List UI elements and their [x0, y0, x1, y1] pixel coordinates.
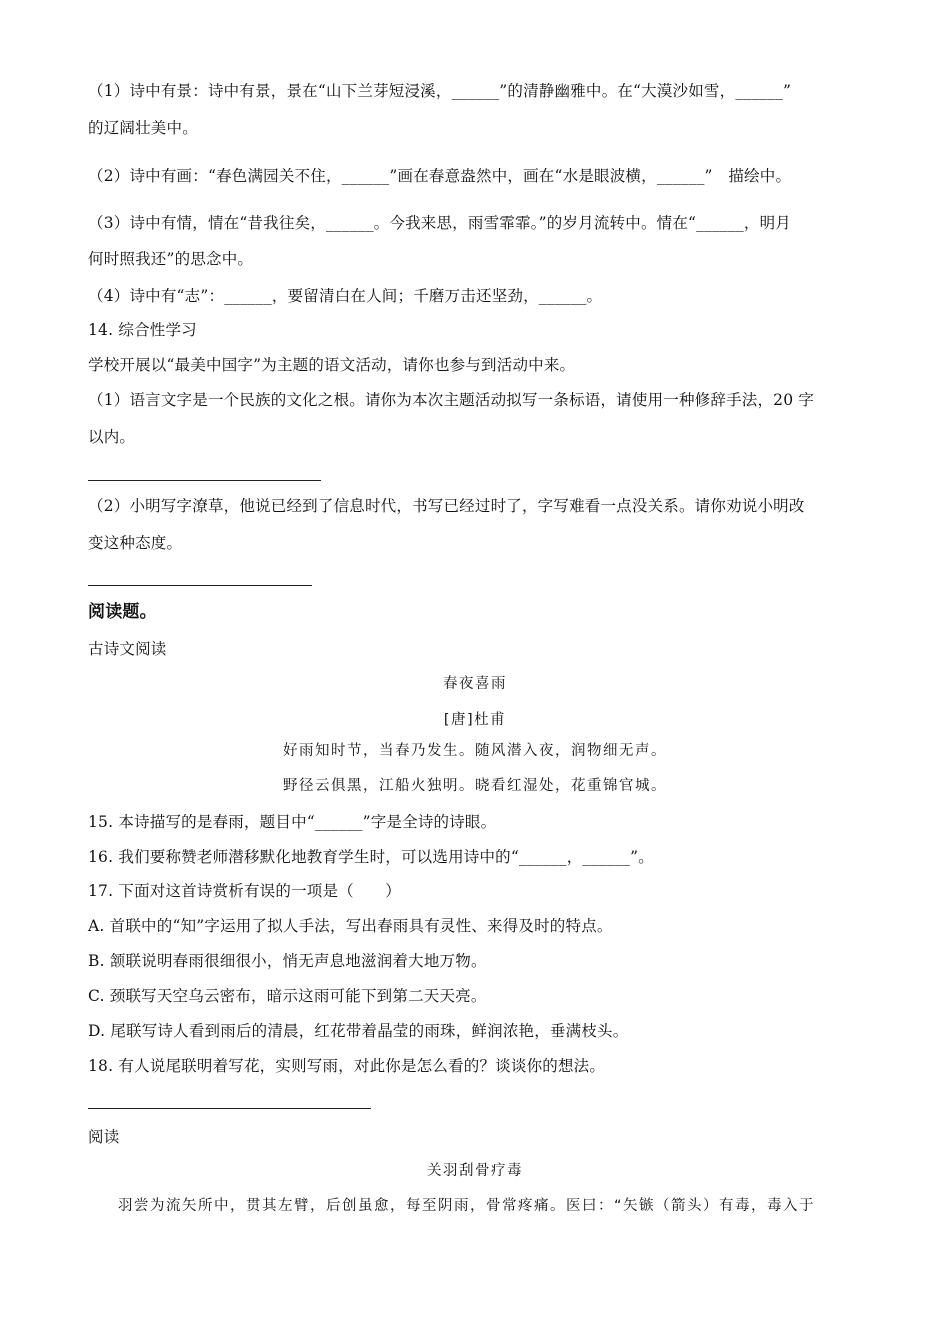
section-heading: 阅读题。 — [88, 602, 157, 622]
subquestion-2-cont: 变这种态度。 — [88, 534, 183, 552]
activity-intro: 学校开展以“最美中国字”为主题的语文活动，请你也参与到活动中来。 — [88, 356, 576, 374]
option-d: D. 尾联写诗人看到雨后的清晨，红花带着晶莹的雨珠，鲜润浓艳，垂满枝头。 — [88, 1022, 629, 1040]
fill-in-item-2: （2）诗中有画：“春色满园关不住，______”画在春意盎然中，画在“水是眼波横，______” 描绘中。 — [88, 167, 792, 185]
fill-in-item-4: （4）诗中有“志”：______，要留清白在人间；千磨万击还坚劲，______。 — [88, 287, 603, 305]
fill-in-item-1-cont: 的辽阔壮美中。 — [88, 119, 198, 137]
story-paragraph: 羽尝为流矢所中，贯其左臂，后创虽愈，每至阴雨，骨常疼痛。医曰：“矢镞（箭头）有毒，毒入于 — [118, 1198, 816, 1214]
question-17: 17. 下面对这首诗赏析有误的一项是（ ） — [88, 882, 401, 900]
option-c: C. 颈联写天空乌云密布，暗示这雨可能下到第二天天亮。 — [88, 987, 487, 1005]
question-18: 18. 有人说尾联明着写花，实则写雨，对此你是怎么看的？谈谈你的想法。 — [88, 1057, 606, 1075]
subquestion-1-cont: 以内。 — [88, 428, 136, 446]
subquestion-1: （1）语言文字是一个民族的文化之根。请你为本次主题活动拟写一条标语，请使用一种修辞手法，20 字 — [88, 391, 815, 409]
subquestion-2: （2）小明写字潦草，他说已经到了信息时代，书写已经过时了，字写难看一点没关系。请你劝说小明改 — [88, 497, 805, 515]
fill-in-item-1: （1）诗中有景：诗中有景，景在“山下兰芽短浸溪，______”的清静幽雅中。在“大漠沙如雪，______” — [88, 82, 792, 100]
poem-author: [唐]杜甫 — [443, 712, 507, 728]
question-14-heading: 14. 综合性学习 — [88, 321, 197, 339]
subsection-label: 古诗文阅读 — [88, 640, 167, 658]
answer-line — [88, 585, 312, 586]
answer-line — [88, 1108, 371, 1109]
question-15: 15. 本诗描写的是春雨，题目中“______”字是全诗的诗眼。 — [88, 813, 497, 831]
poem-line: 野径云俱黑，江船火独明。晓看红湿处，花重锦官城。 — [283, 778, 667, 794]
poem-line: 好雨知时节，当春乃发生。随风潜入夜，润物细无声。 — [283, 743, 667, 759]
fill-in-item-3: （3）诗中有情，情在“昔我往矣，______。今我来思，雨雪霏霏。”的岁月流转中。情在“______，明月 — [88, 214, 791, 232]
poem-title: 春夜喜雨 — [443, 676, 507, 692]
option-b: B. 颔联说明春雨很细很小，悄无声息地滋润着大地万物。 — [88, 952, 487, 970]
subsection-label: 阅读 — [88, 1128, 120, 1146]
question-16: 16. 我们要称赞老师潜移默化地教育学生时，可以选用诗中的“______，______”。 — [88, 848, 654, 866]
option-a: A. 首联中的“知”字运用了拟人手法，写出春雨具有灵性、来得及时的特点。 — [88, 917, 613, 935]
story-title: 关羽刮骨疗毒 — [427, 1163, 523, 1179]
fill-in-item-3-cont: 何时照我还”的思念中。 — [88, 250, 254, 268]
answer-line — [88, 480, 321, 481]
